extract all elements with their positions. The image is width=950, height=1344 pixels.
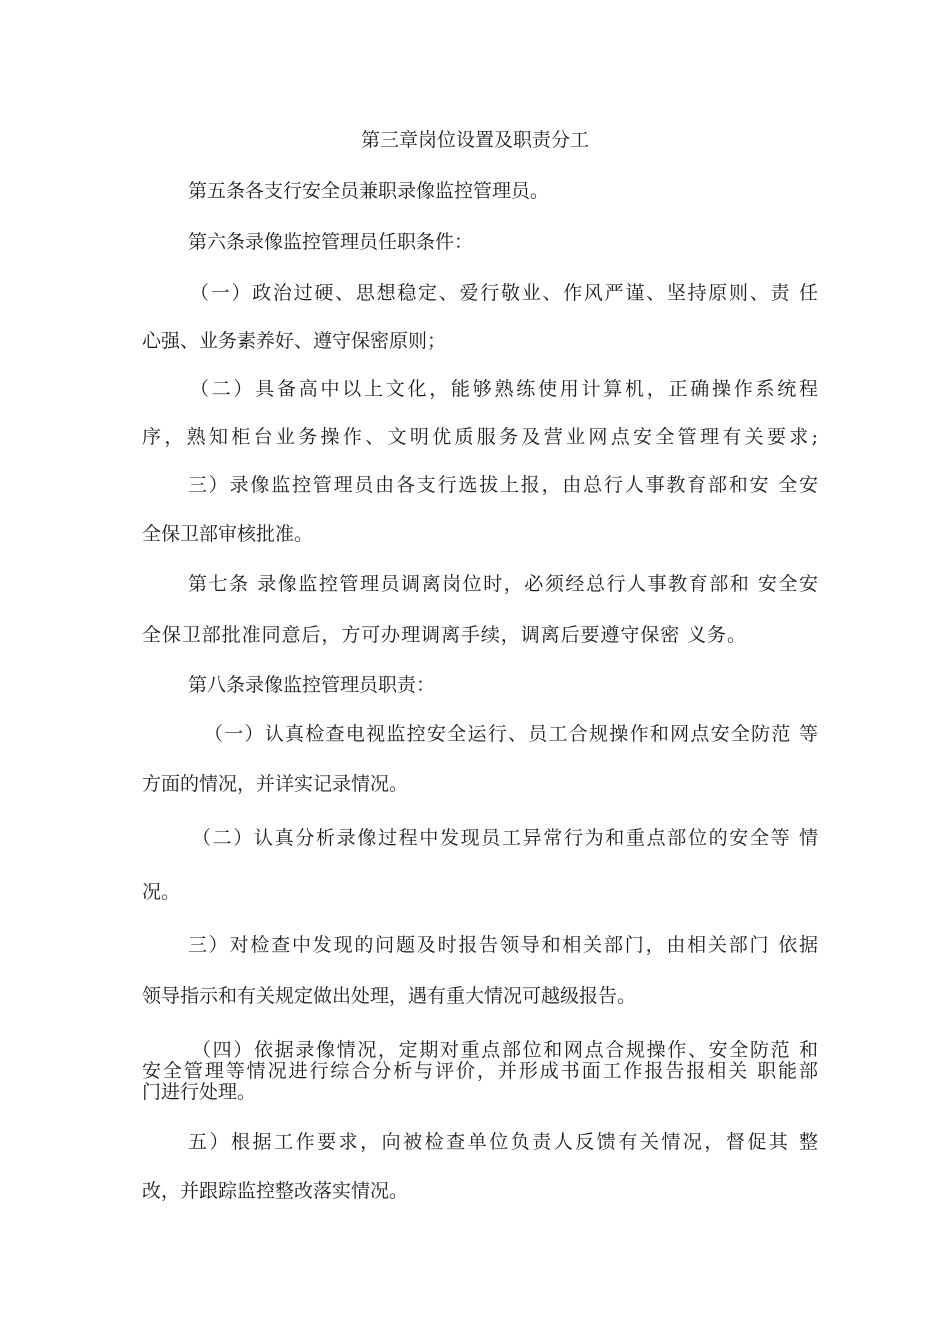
article-8-item-5-line-1: 五）根据工作要求，向被检查单位负责人反馈有关情况，督促其 整 [188,1131,818,1153]
article-6-item-3-line-2: 全保卫部审核批准。 [142,523,314,545]
article-8-item-3-line-1: 三）对检查中发现的问题及时报告领导和相关部门，由相关部门 依据 [188,934,818,956]
article-8-item-4-line-3: 门进行处理。 [142,1081,257,1103]
article-8-item-1-line-1: （一）认真检查电视监控安全运行、员工合规操作和网点安全防范 等 [204,723,818,745]
article-7-line-1: 第七条 录像监控管理员调离岗位时，必须经总行人事教育部和 安全安 [188,573,818,595]
article-8-item-2-line-1: （二）认真分析录像过程中发现员工异常行为和重点部位的安全等 情 [192,827,818,849]
article-8-heading: 第八条录像监控管理员职责： [188,674,436,696]
article-8-item-3-line-2: 领导指示和有关规定做出处理，遇有重大情况可越级报告。 [142,985,637,1007]
article-6-item-2-line-1: （二）具备高中以上文化，能够熟练使用计算机，正确操作系统程 [190,378,818,400]
article-6-heading: 第六条录像监控管理员任职条件： [188,231,474,253]
article-8-item-2-line-2: 况。 [142,881,181,903]
article-8-item-1-line-2: 方面的情况，并详实记录情况。 [142,773,409,795]
article-8-item-4-line-1: （四）依据录像情况，定期对重点部位和网点合规操作、安全防范 和 [192,1039,818,1061]
article-7-line-2: 全保卫部批准同意后，方可办理调离手续，调离后要遵守保密 义务。 [142,624,746,646]
article-8-item-4 [142,1040,818,1103]
article-6-item-3-line-1: 三）录像监控管理员由各支行选拔上报，由总行人事教育部和安 全安 [188,474,818,496]
article-8-item-4-line-2: 安全管理等情况进行综合分析与评价，并形成书面工作报告报相关 职能部 [142,1060,818,1082]
article-8-item-5-line-2: 改，并跟踪监控整改落实情况。 [142,1180,409,1202]
article-5: 第五条各支行安全员兼职录像监控管理员。 [188,180,550,202]
article-6-item-1-line-1: （一）政治过硬、思想稳定、爱行敬业、作风严谨、坚持原则、责 任 [190,282,818,304]
article-6-item-2-line-2: 序，熟知柜台业务操作、文明优质服务及营业网点安全管理有关要求; [142,426,818,448]
chapter-title: 第三章岗位设置及职责分工 [360,129,589,151]
article-6-item-1-line-2: 心强、业务素养好、遵守保密原则； [142,330,447,352]
